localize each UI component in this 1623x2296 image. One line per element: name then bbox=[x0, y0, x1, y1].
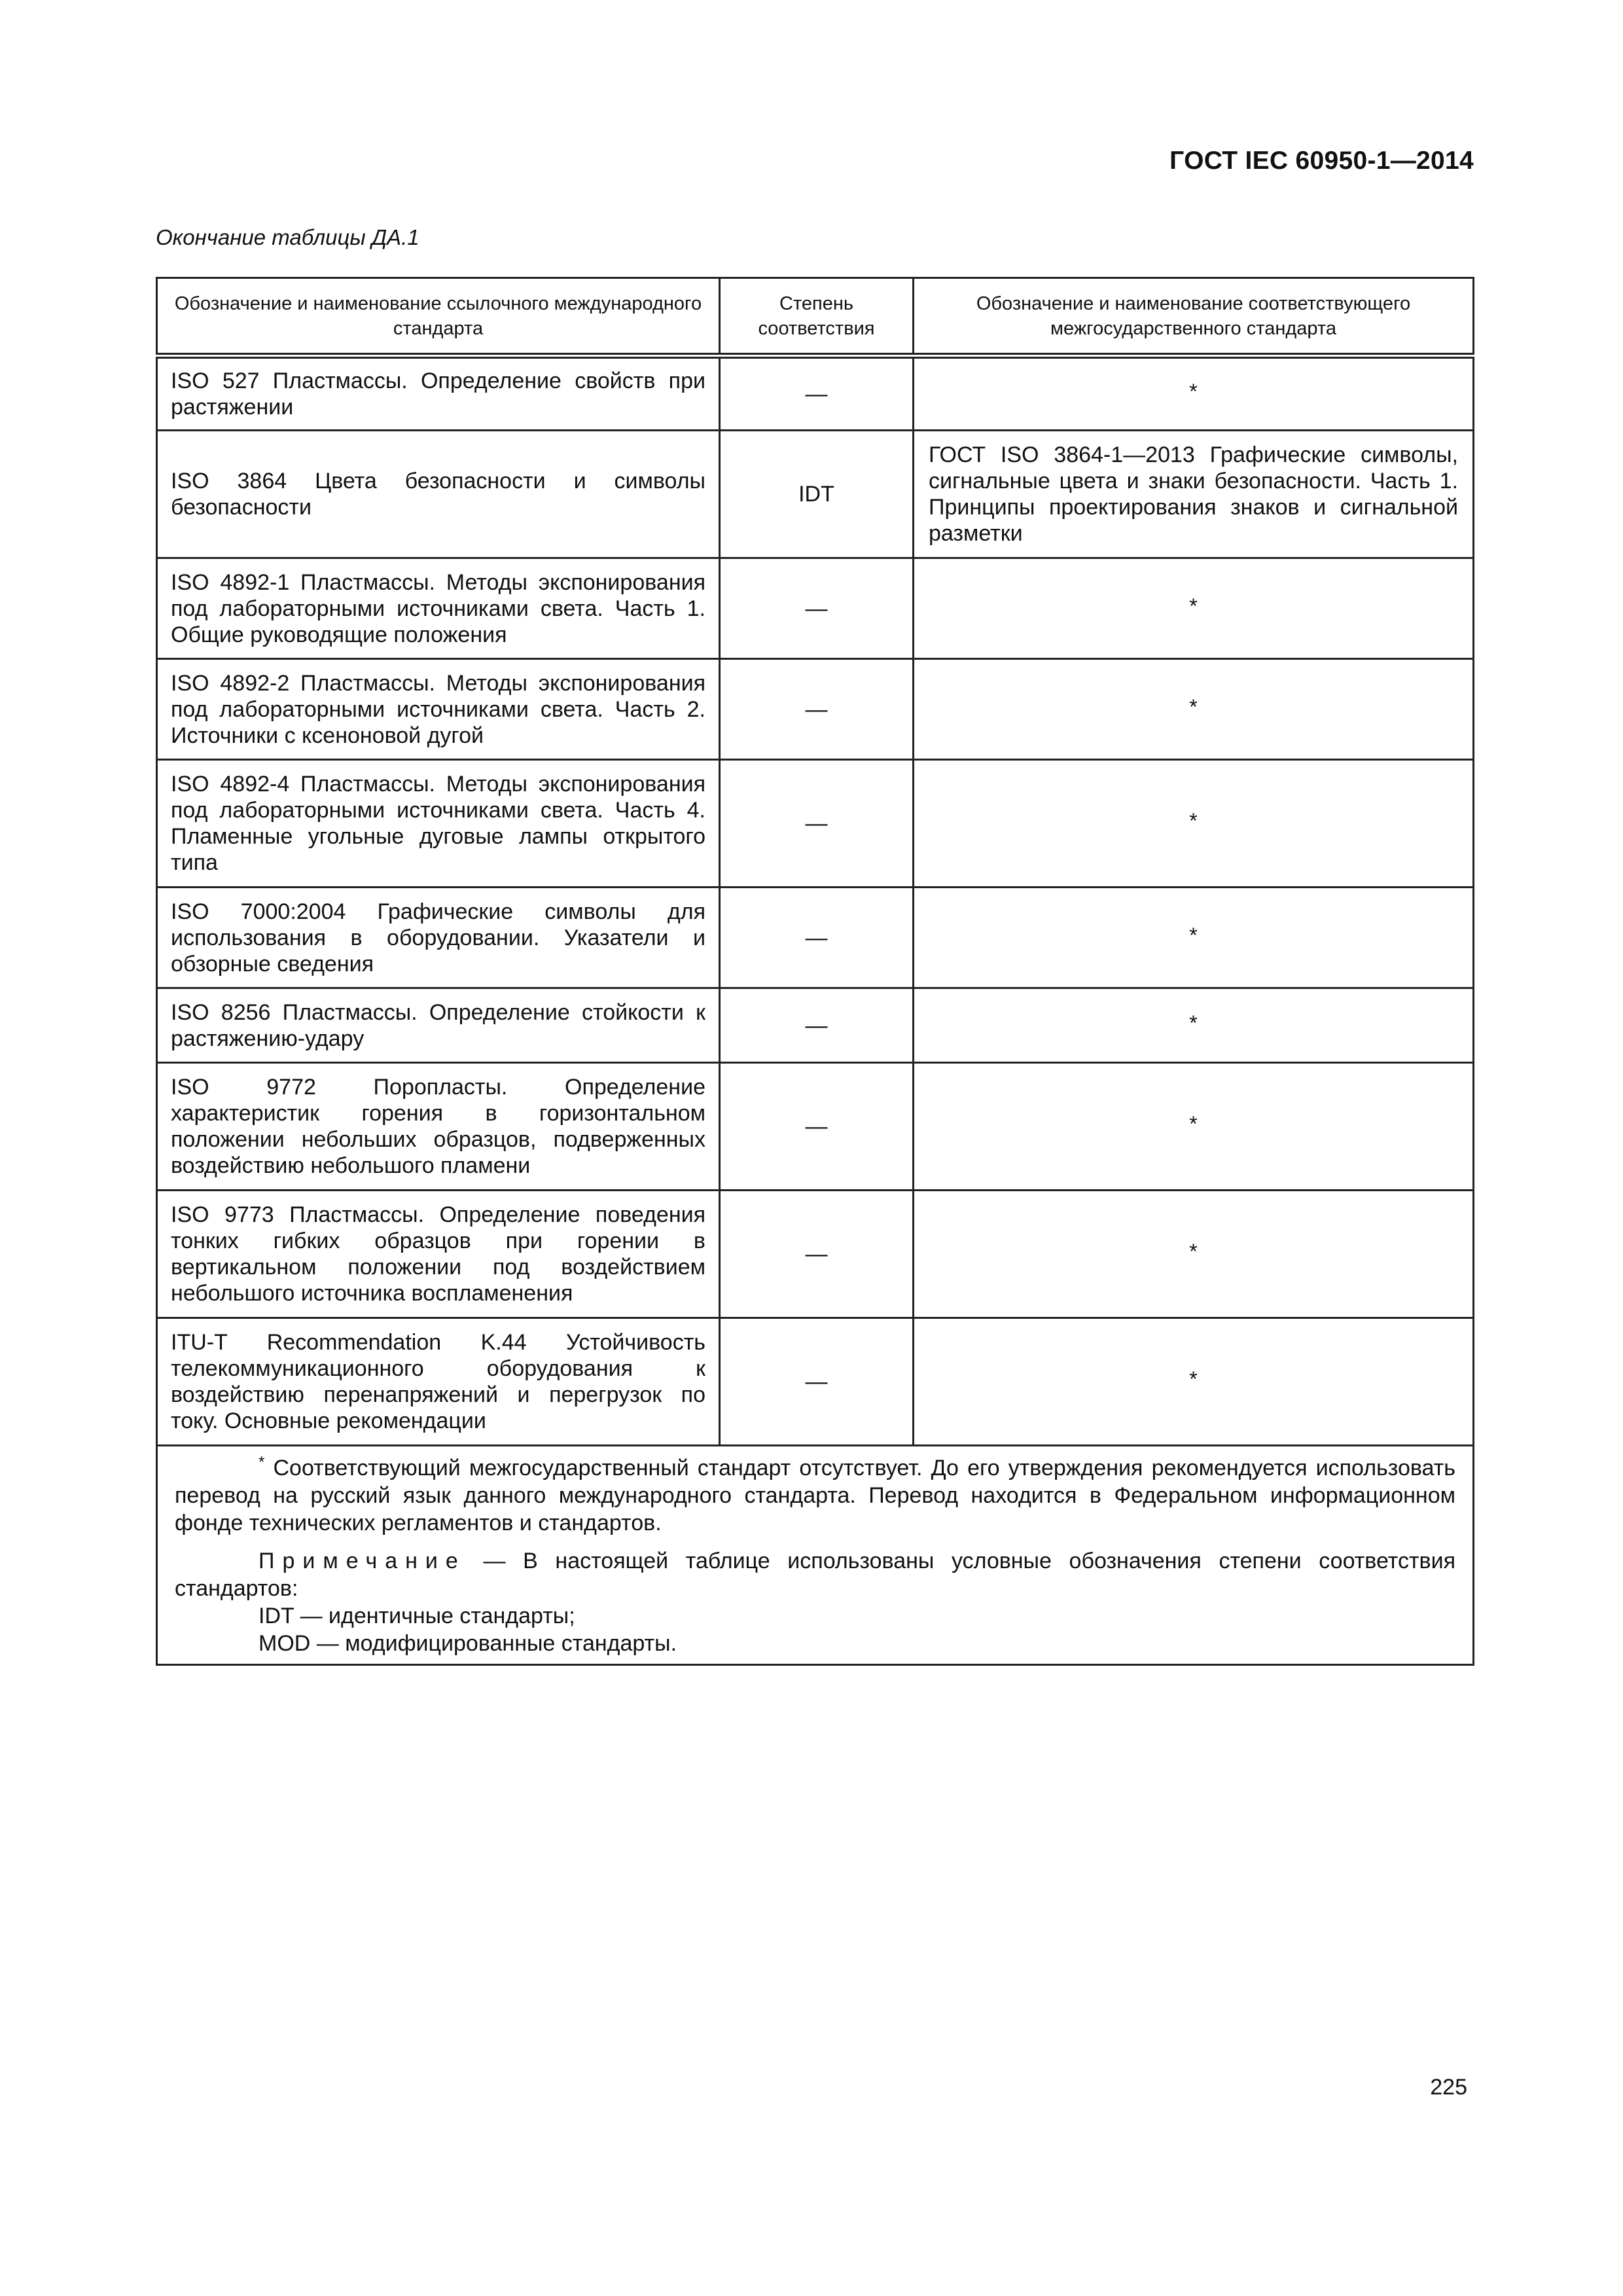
corresponding-standard-cell bbox=[914, 1063, 1474, 1191]
document-code: ГОСТ IEC 60950-1—2014 bbox=[1169, 147, 1474, 175]
standard-name-cell: ISO 3864 Цвета безопасности и символы безопасности bbox=[157, 431, 720, 558]
column-header-interstate-standard: Обозначение и наименование соответствующего межгосударственного стандарта bbox=[914, 278, 1474, 356]
degree-cell: IDT bbox=[720, 431, 914, 558]
absent-standard-mark: * bbox=[1189, 923, 1198, 947]
footnote-mark: * bbox=[259, 1453, 265, 1471]
standard-name-cell: ISO 9772 Поропласты. Определение характеристик горения в горизонтальном положении небольших образцов, подверженных воздействию небольшого пламени bbox=[157, 1063, 720, 1191]
degree-cell: — bbox=[720, 888, 914, 988]
table-row bbox=[157, 431, 1474, 558]
table-row bbox=[157, 659, 1474, 760]
note-text: — В настоящей таблице использованы условные обозначения степени соответствия стандартов: bbox=[175, 1549, 1455, 1601]
note bbox=[175, 1547, 1455, 1602]
footnote bbox=[175, 1454, 1455, 1537]
table-row bbox=[157, 1318, 1474, 1446]
standard-name-cell: ITU-T Recommendation K.44 Устойчивость телекоммуникационного оборудования к воздействию перенапряжений и перегрузок по току. Основные рекомендации bbox=[157, 1318, 720, 1446]
corresponding-standard-cell bbox=[914, 558, 1474, 659]
corresponding-standard-cell bbox=[914, 760, 1474, 888]
corresponding-standard-cell: ГОСТ ISO 3864-1—2013 Графические символы, сигнальные цвета и знаки безопасности. Часть 1. Принципы проектирования знаков и сигнальной разметки bbox=[914, 431, 1474, 558]
corresponding-standard-cell bbox=[914, 988, 1474, 1063]
degree-cell: — bbox=[720, 558, 914, 659]
table-row bbox=[157, 1191, 1474, 1318]
degree-cell: — bbox=[720, 1063, 914, 1191]
corresponding-standard-cell bbox=[914, 888, 1474, 988]
table-row bbox=[157, 1063, 1474, 1191]
legend-item-mod: MOD — модифицированные стандарты. bbox=[259, 1631, 677, 1656]
degree-cell: — bbox=[720, 659, 914, 760]
absent-standard-mark: * bbox=[1189, 1367, 1198, 1391]
standard-name-cell: ISO 7000:2004 Графические символы для использования в оборудовании. Указатели и обзорные сведения bbox=[157, 888, 720, 988]
column-header-degree: Степень соответствия bbox=[720, 278, 914, 356]
degree-cell: — bbox=[720, 1318, 914, 1446]
column-header-international-standard: Обозначение и наименование ссылочного международного стандарта bbox=[157, 278, 720, 356]
standard-name-cell: ISO 9773 Пластмассы. Определение поведения тонких гибких образцов при горении в вертикальном положении под воздействием небольшого источника воспламенения bbox=[157, 1191, 720, 1318]
reference-standards-table bbox=[156, 277, 1474, 1666]
table-notes-cell bbox=[157, 1446, 1474, 1665]
absent-standard-mark: * bbox=[1189, 1112, 1198, 1136]
table-row bbox=[157, 760, 1474, 888]
standard-name-cell: ISO 8256 Пластмассы. Определение стойкости к растяжению-удару bbox=[157, 988, 720, 1063]
table-notes-row bbox=[157, 1446, 1474, 1665]
table-row bbox=[157, 356, 1474, 431]
table-caption: Окончание таблицы ДА.1 bbox=[156, 225, 419, 249]
absent-standard-mark: * bbox=[1189, 594, 1198, 618]
absent-standard-mark: * bbox=[1189, 380, 1198, 403]
corresponding-standard-cell bbox=[914, 356, 1474, 431]
table-row bbox=[157, 888, 1474, 988]
corresponding-standard-cell bbox=[914, 1191, 1474, 1318]
corresponding-standard-cell bbox=[914, 659, 1474, 760]
corresponding-standard-cell bbox=[914, 1318, 1474, 1446]
table-row bbox=[157, 988, 1474, 1063]
standard-name-cell: ISO 4892-4 Пластмассы. Методы экспонирования под лабораторными источниками света. Часть 4. Пламенные угольные дуговые лампы открытого типа bbox=[157, 760, 720, 888]
note-label: Примечание bbox=[259, 1549, 466, 1573]
table-row bbox=[157, 558, 1474, 659]
degree-cell: — bbox=[720, 1191, 914, 1318]
standard-name-cell: ISO 527 Пластмассы. Определение свойств при растяжении bbox=[157, 356, 720, 431]
table-header-row bbox=[157, 278, 1474, 356]
standard-name-cell: ISO 4892-2 Пластмассы. Методы экспонирования под лабораторными источниками света. Часть 2. Источники с ксеноновой дугой bbox=[157, 659, 720, 760]
degree-cell: — bbox=[720, 356, 914, 431]
degree-cell: — bbox=[720, 988, 914, 1063]
legend-item-idt: IDT — идентичные стандарты; bbox=[259, 1604, 575, 1628]
absent-standard-mark: * bbox=[1189, 809, 1198, 833]
standard-name-cell: ISO 4892-1 Пластмассы. Методы экспонирования под лабораторными источниками света. Часть 1. Общие руководящие положения bbox=[157, 558, 720, 659]
absent-standard-mark: * bbox=[1189, 1011, 1198, 1035]
absent-standard-mark: * bbox=[1189, 694, 1198, 719]
absent-standard-mark: * bbox=[1189, 1240, 1198, 1263]
degree-cell: — bbox=[720, 760, 914, 888]
page-number: 225 bbox=[1430, 2075, 1467, 2100]
footnote-text: Соответствующий межгосударственный стандарт отсутствует. До его утверждения рекомендуется использовать перевод на русский язык данного международного стандарта. Перевод находится в Федеральном информационном фонде технических регламентов и стандартов. bbox=[175, 1456, 1455, 1535]
